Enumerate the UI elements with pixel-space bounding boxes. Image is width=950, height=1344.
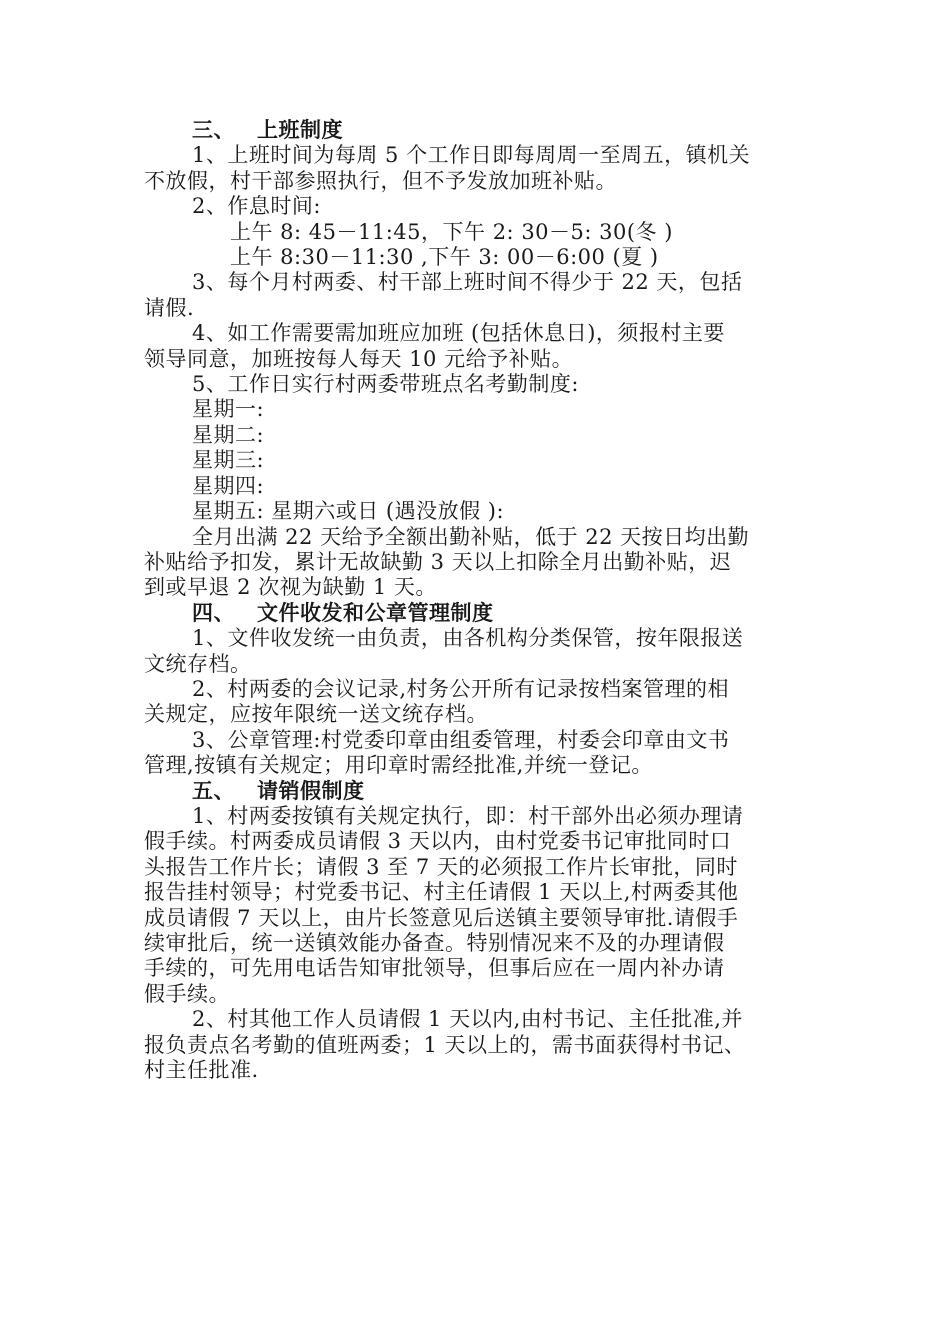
schedule-line: 上午 8: 45－11:45，下午 2: 30－5: 30(冬 ) — [230, 219, 673, 244]
section-heading — [144, 601, 816, 626]
paragraph-line: 1、上班时间为每周 5 个工作日即每周周一至周五，镇机关 — [192, 143, 751, 168]
section-title: 上班制度 — [257, 118, 343, 142]
paragraph-line: 管理,按镇有关规定；用印章时需经批准,并统一登记。 — [144, 753, 653, 778]
paragraph-line: 3、每个月村两委、村干部上班时间不得少于 22 天，包括 — [192, 270, 743, 295]
section-number: 四、 — [192, 600, 235, 625]
paragraph-line: 1、文件收发统一由负责，由各机构分类保管，按年限报送 — [192, 626, 744, 651]
paragraph-line: 2、作息时间: — [192, 194, 321, 219]
paragraph-line: 请假. — [144, 295, 195, 320]
paragraph-line: 头报告工作片长；请假 3 至 7 天的必须报工作片长审批，同时 — [144, 854, 738, 879]
paragraph-line: 关规定，应按年限统一送文统存档。 — [144, 702, 488, 727]
paragraph-line: 补贴给予扣发，累计无故缺勤 3 天以上扣除全月出勤补贴，迟 — [144, 549, 732, 574]
section-title: 请销假制度 — [257, 778, 365, 803]
paragraph-line: 报负责点名考勤的值班两委；1 天以上的，需书面获得村书记、 — [144, 1032, 746, 1057]
paragraph-line: 手续的，可先用电话告知审批领导，但事后应在一周内补办请 — [144, 956, 725, 981]
paragraph-line: 成员请假 7 天以上，由片长签意见后送镇主要领导审批.请假手 — [144, 905, 739, 930]
paragraph-line: 到或早退 2 次视为缺勤 1 天。 — [144, 575, 437, 600]
paragraph-line: 2、村其他工作人员请假 1 天以内,由村书记、主任批准,并 — [192, 1007, 743, 1032]
paragraph-line: 假手续。 — [144, 981, 230, 1006]
weekday-line: 星期四: — [192, 473, 265, 498]
section-number: 五、 — [192, 778, 235, 803]
paragraph-line: 假手续。村两委成员请假 3 天以内，由村党委书记审批同时口 — [144, 829, 732, 854]
schedule-line: 上午 8:30－11:30 ,下午 3: 00－6:00 (夏 ) — [230, 245, 659, 270]
section-number: 三、 — [192, 118, 235, 142]
weekday-line: 星期一: — [192, 397, 265, 422]
paragraph-line: 村主任批准. — [144, 1058, 259, 1083]
paragraph-line: 5、工作日实行村两委带班点名考勤制度: — [192, 372, 579, 397]
weekday-line: 星期二: — [192, 422, 265, 447]
weekday-line: 星期三: — [192, 448, 265, 473]
document-body — [144, 118, 816, 1083]
paragraph-line: 3、公章管理:村党委印章由组委管理，村委会印章由文书 — [192, 727, 730, 752]
weekday-line: 星期五: 星期六或日 (遇没放假 ): — [192, 499, 505, 524]
paragraph-line: 全月出满 22 天给予全额出勤补贴，低于 22 天按日均出勤 — [192, 524, 750, 549]
paragraph-line: 不放假，村干部参照执行，但不予发放加班补贴。 — [144, 168, 617, 193]
paragraph-line: 文统存档。 — [144, 651, 252, 676]
paragraph-line: 领导同意，加班按每人每天 10 元给予补贴。 — [144, 346, 574, 371]
section-title: 文件收发和公章管理制度 — [257, 600, 494, 625]
paragraph-line: 2、村两委的会议记录,村务公开所有记录按档案管理的相 — [192, 676, 730, 701]
section-heading — [144, 118, 816, 143]
paragraph-line: 4、如工作需要需加班应加班 (包括休息日)，须报村主要 — [192, 321, 725, 346]
paragraph-line: 1、村两委按镇有关规定执行，即：村干部外出必须办理请 — [192, 803, 744, 828]
paragraph-line: 报告挂村领导；村党委书记、村主任请假 1 天以上,村两委其他 — [144, 880, 739, 905]
section-heading — [144, 779, 816, 804]
paragraph-line: 续审批后，统一送镇效能办备查。特别情况来不及的办理请假 — [144, 931, 725, 955]
